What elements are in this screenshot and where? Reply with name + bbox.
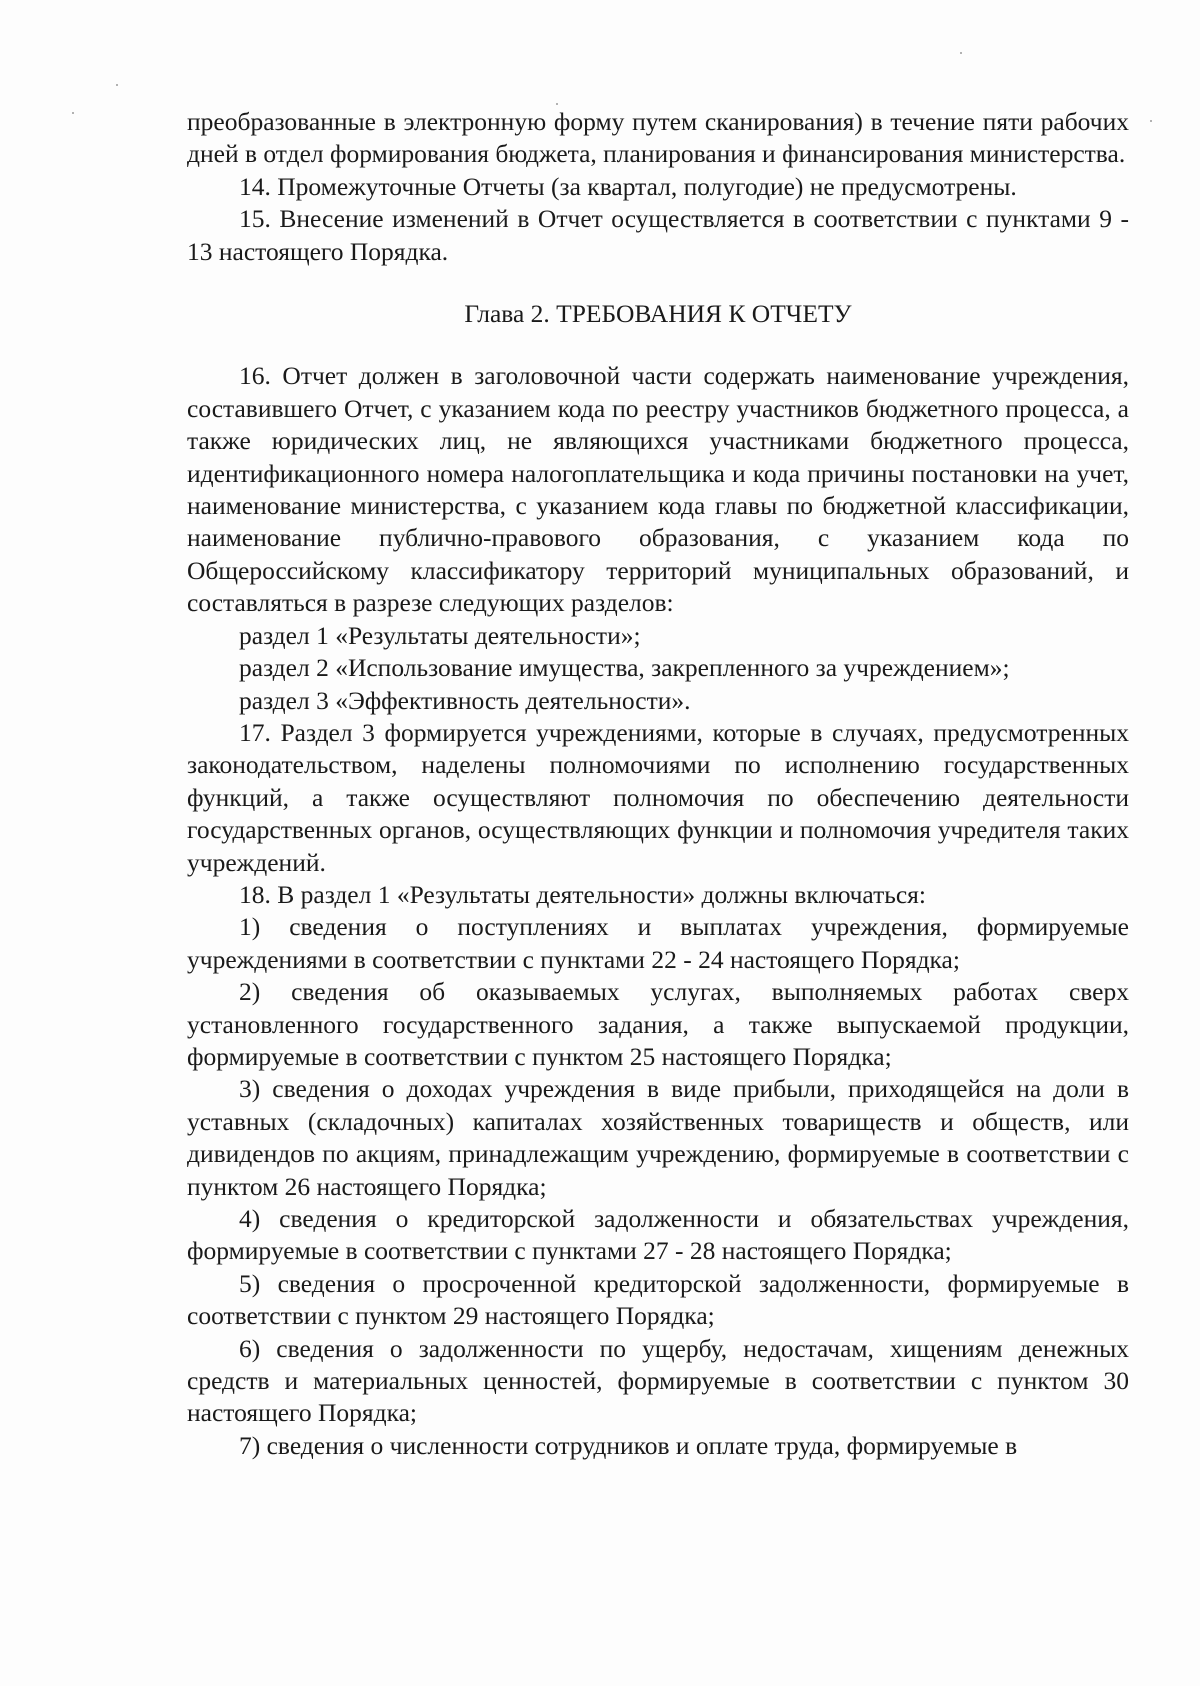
subitem-5: 5) сведения о просроченной кредиторской задолженности, формируемые в соответствии с пунктом 29 настоящего Порядка; (187, 1268, 1129, 1331)
subitem-2: 2) сведения об оказываемых услугах, выполняемых работах сверх установленного государственного задания, а также выпускаемой продукции, формируемые в соответствии с пунктом 25 настоящего Порядка; (187, 977, 1129, 1071)
scan-speck (960, 52, 962, 54)
chapter-heading: Глава 2. ТРЕБОВАНИЯ К ОТЧЕТУ (464, 299, 852, 329)
scan-speck (556, 103, 558, 105)
section-list-item-2: раздел 2 «Использование имущества, закрепленного за учреждением»; (239, 653, 1010, 683)
paragraph-item-18: 18. В раздел 1 «Результаты деятельности» должны включаться: (239, 879, 926, 909)
paragraph-item-16: 16. Отчет должен в заголовочной части содержать наименование учреждения, составившего Отчет, с указанием кода по реестру участников бюджетного процесса, а также юридических лиц, не являющихся участниками бюджетного процесса, идентификационного номера налогоплательщика и кода причины постановки на учет, наименование министерства, с указанием кода главы по бюджетной классификации, наименование публично-правового образования, с указанием кода по Общероссийскому классификатору территорий муниципальных образований, и составляться в разрезе следующих разделов: (187, 361, 1129, 618)
subitem-1: 1) сведения о поступлениях и выплатах учреждения, формируемые учреждениями в соответствии с пунктами 22 - 24 настоящего Порядка; (187, 912, 1129, 974)
scan-speck (116, 84, 118, 86)
scan-speck (72, 112, 74, 114)
subitem-3: 3) сведения о доходах учреждения в виде прибыли, приходящейся на доли в уставных (складочных) капиталах хозяйственных товариществ и обществ, или дивидендов по акциям, принадлежащим учреждению, формируемые в соответствии с пунктом 26 настоящего Порядка; (187, 1074, 1129, 1201)
subitem-7: 7) сведения о численности сотрудников и оплате труда, формируемые в (239, 1430, 1018, 1460)
paragraph-item-14: 14. Промежуточные Отчеты (за квартал, полугодие) не предусмотрены. (239, 171, 1017, 201)
subitem-6: 6) сведения о задолженности по ущербу, недостачам, хищениям денежных средств и материальных ценностей, формируемые в соответствии с пунктом 30 настоящего Порядка; (187, 1333, 1129, 1428)
subitem-4: 4) сведения о кредиторской задолженности и обязательствах учреждения, формируемые в соответствии с пунктами 27 - 28 настоящего Порядка; (187, 1204, 1129, 1266)
document-body (187, 106, 1129, 1462)
paragraph-continuation: преобразованные в электронную форму путем сканирования) в течение пяти рабочих дней в отдел формирования бюджета, планирования и финансирования министерства. (187, 107, 1129, 169)
scan-speck (1150, 120, 1152, 122)
paragraph-item-17: 17. Раздел 3 формируется учреждениями, которые в случаях, предусмотренных законодательством, наделены полномочиями по исполнению государственных функций, а также осуществляют полномочия по обеспечению деятельности государственных органов, осуществляющих функции и полномочия учредителя таких учреждений. (187, 717, 1129, 877)
section-list-item-3: раздел 3 «Эффективность деятельности». (239, 685, 691, 715)
section-list-item-1: раздел 1 «Результаты деятельности»; (239, 620, 641, 650)
paragraph-item-15: 15. Внесение изменений в Отчет осуществляется в соответствии с пунктами 9 - 13 настоящего Порядка. (187, 204, 1129, 266)
